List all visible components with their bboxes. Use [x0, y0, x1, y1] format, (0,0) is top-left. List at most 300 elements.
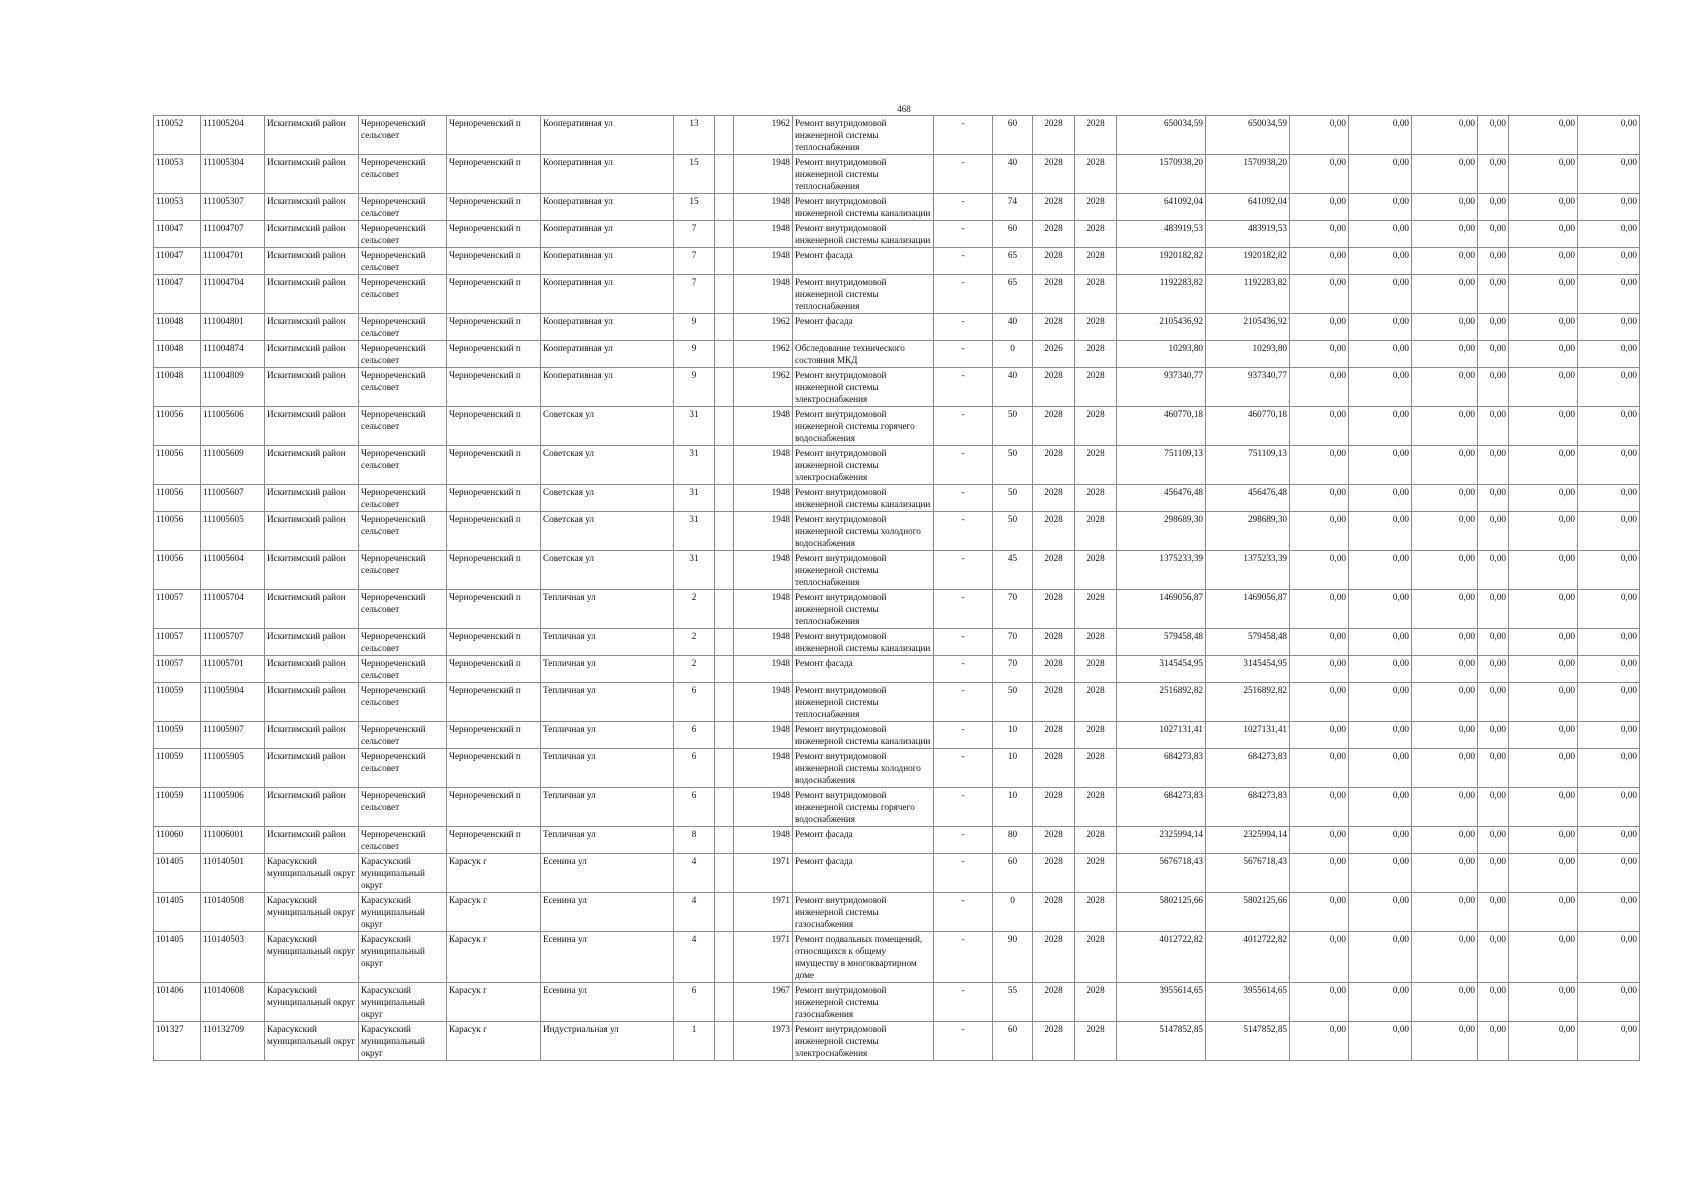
cell-total-cost: 4012722,82 [1117, 932, 1206, 983]
cell-wear-percent: 90 [993, 932, 1033, 983]
table-row [154, 275, 1640, 314]
cell-amount-3: 0,00 [1412, 512, 1478, 551]
cell-amount-6: 0,00 [1578, 155, 1640, 194]
cell-amount-4: 0,00 [1478, 983, 1509, 1022]
cell-amount-5: 0,00 [1509, 590, 1578, 629]
cell-amount-5: 0,00 [1509, 221, 1578, 248]
cell-house-number: 7 [674, 248, 715, 275]
cell-amount-1: 0,00 [1290, 590, 1349, 629]
cell-year-planned: 2028 [1033, 590, 1075, 629]
cell-amount-1: 0,00 [1290, 155, 1349, 194]
cell-street: Советская ул [541, 446, 674, 485]
cell-work-type: Ремонт внутридомовой инженерной системы горячего водоснабжения [793, 788, 934, 827]
cell-work-type: Ремонт внутридомовой инженерной системы канализации [793, 194, 934, 221]
cell-settlement: Чернореченский п [447, 368, 541, 407]
cell-amount-3: 0,00 [1412, 1022, 1478, 1061]
cell-amount-6: 0,00 [1578, 788, 1640, 827]
cell-amount-5: 0,00 [1509, 788, 1578, 827]
cell-district: Карасукский муниципальный округ [265, 932, 359, 983]
cell-year-built: 1971 [734, 893, 793, 932]
cell-total-cost: 456476,48 [1117, 485, 1206, 512]
table-row [154, 368, 1640, 407]
cell-work-id: 111005605 [201, 512, 265, 551]
cell-fund-cost: 2105436,92 [1206, 314, 1290, 341]
cell-amount-4: 0,00 [1478, 368, 1509, 407]
cell-amount-3: 0,00 [1412, 893, 1478, 932]
cell-house-id: 110052 [154, 116, 201, 155]
cell-work-type: Ремонт внутридомовой инженерной системы теплоснабжения [793, 683, 934, 722]
cell-settlement: Карасук г [447, 983, 541, 1022]
cell-amount-1: 0,00 [1290, 194, 1349, 221]
cell-house-id: 110048 [154, 341, 201, 368]
cell-district: Искитимский район [265, 446, 359, 485]
cell-dash: - [934, 275, 993, 314]
cell-work-type: Обследование технического состояния МКД [793, 341, 934, 368]
cell-house-number: 6 [674, 749, 715, 788]
cell-house-number: 6 [674, 983, 715, 1022]
cell-year-built: 1948 [734, 407, 793, 446]
cell-fund-cost: 5676718,43 [1206, 854, 1290, 893]
cell-amount-2: 0,00 [1349, 590, 1412, 629]
cell-dash: - [934, 827, 993, 854]
cell-wear-percent: 50 [993, 407, 1033, 446]
cell-work-type: Ремонт внутридомовой инженерной системы канализации [793, 221, 934, 248]
cell-house-id: 110060 [154, 827, 201, 854]
cell-year-built: 1962 [734, 341, 793, 368]
cell-amount-4: 0,00 [1478, 629, 1509, 656]
cell-amount-6: 0,00 [1578, 749, 1640, 788]
cell-amount-1: 0,00 [1290, 221, 1349, 248]
cell-amount-5: 0,00 [1509, 722, 1578, 749]
cell-amount-2: 0,00 [1349, 854, 1412, 893]
cell-wear-percent: 0 [993, 893, 1033, 932]
cell-district: Искитимский район [265, 656, 359, 683]
cell-year-planned: 2028 [1033, 368, 1075, 407]
cell-street: Тепличная ул [541, 590, 674, 629]
cell-year-planned: 2028 [1033, 827, 1075, 854]
cell-building [715, 551, 734, 590]
cell-amount-6: 0,00 [1578, 629, 1640, 656]
cell-settlement: Чернореченский п [447, 551, 541, 590]
cell-amount-3: 0,00 [1412, 485, 1478, 512]
cell-total-cost: 3145454,95 [1117, 656, 1206, 683]
cell-year-completed: 2028 [1075, 749, 1117, 788]
cell-amount-2: 0,00 [1349, 749, 1412, 788]
cell-year-planned: 2028 [1033, 656, 1075, 683]
cell-fund-cost: 10293,80 [1206, 341, 1290, 368]
cell-amount-1: 0,00 [1290, 827, 1349, 854]
table-row [154, 893, 1640, 932]
cell-year-built: 1948 [734, 275, 793, 314]
cell-street: Есенина ул [541, 893, 674, 932]
table-row [154, 248, 1640, 275]
cell-work-type: Ремонт внутридомовой инженерной системы теплоснабжения [793, 551, 934, 590]
cell-amount-2: 0,00 [1349, 248, 1412, 275]
table-row [154, 749, 1640, 788]
cell-amount-4: 0,00 [1478, 407, 1509, 446]
cell-municipality: Чернореченский сельсовет [359, 368, 447, 407]
cell-total-cost: 937340,77 [1117, 368, 1206, 407]
cell-amount-5: 0,00 [1509, 407, 1578, 446]
cell-municipality: Чернореченский сельсовет [359, 656, 447, 683]
cell-wear-percent: 70 [993, 590, 1033, 629]
cell-settlement: Чернореченский п [447, 485, 541, 512]
cell-year-built: 1948 [734, 155, 793, 194]
cell-year-planned: 2028 [1033, 446, 1075, 485]
cell-year-built: 1948 [734, 788, 793, 827]
cell-year-built: 1948 [734, 551, 793, 590]
cell-house-number: 9 [674, 368, 715, 407]
cell-total-cost: 650034,59 [1117, 116, 1206, 155]
cell-district: Искитимский район [265, 341, 359, 368]
cell-wear-percent: 80 [993, 827, 1033, 854]
cell-amount-6: 0,00 [1578, 368, 1640, 407]
cell-street: Кооперативная ул [541, 368, 674, 407]
cell-year-built: 1948 [734, 248, 793, 275]
cell-amount-5: 0,00 [1509, 155, 1578, 194]
cell-year-built: 1948 [734, 221, 793, 248]
table-row [154, 827, 1640, 854]
cell-municipality: Чернореченский сельсовет [359, 827, 447, 854]
cell-amount-5: 0,00 [1509, 485, 1578, 512]
table-row [154, 656, 1640, 683]
cell-amount-1: 0,00 [1290, 485, 1349, 512]
cell-fund-cost: 5147852,85 [1206, 1022, 1290, 1061]
cell-amount-1: 0,00 [1290, 656, 1349, 683]
cell-year-built: 1948 [734, 629, 793, 656]
cell-amount-1: 0,00 [1290, 749, 1349, 788]
cell-house-id: 110047 [154, 221, 201, 248]
cell-work-id: 111006001 [201, 827, 265, 854]
cell-year-planned: 2028 [1033, 629, 1075, 656]
cell-amount-5: 0,00 [1509, 683, 1578, 722]
cell-street: Кооперативная ул [541, 116, 674, 155]
cell-year-planned: 2028 [1033, 722, 1075, 749]
cell-wear-percent: 74 [993, 194, 1033, 221]
cell-settlement: Карасук г [447, 1022, 541, 1061]
cell-house-id: 110053 [154, 155, 201, 194]
cell-fund-cost: 2325994,14 [1206, 827, 1290, 854]
cell-fund-cost: 751109,13 [1206, 446, 1290, 485]
cell-work-id: 111004704 [201, 275, 265, 314]
cell-dash: - [934, 446, 993, 485]
cell-year-planned: 2028 [1033, 194, 1075, 221]
cell-work-type: Ремонт внутридомовой инженерной системы холодного водоснабжения [793, 749, 934, 788]
cell-house-number: 2 [674, 656, 715, 683]
cell-amount-3: 0,00 [1412, 221, 1478, 248]
cell-house-number: 9 [674, 314, 715, 341]
cell-total-cost: 298689,30 [1117, 512, 1206, 551]
cell-amount-6: 0,00 [1578, 683, 1640, 722]
cell-work-type: Ремонт внутридомовой инженерной системы электроснабжения [793, 446, 934, 485]
cell-amount-2: 0,00 [1349, 194, 1412, 221]
cell-settlement: Чернореченский п [447, 116, 541, 155]
cell-amount-4: 0,00 [1478, 446, 1509, 485]
table-row [154, 116, 1640, 155]
cell-amount-4: 0,00 [1478, 683, 1509, 722]
table-row [154, 155, 1640, 194]
cell-amount-1: 0,00 [1290, 551, 1349, 590]
capital-repair-table [153, 115, 1640, 1061]
cell-year-planned: 2028 [1033, 749, 1075, 788]
cell-amount-6: 0,00 [1578, 827, 1640, 854]
cell-year-built: 1962 [734, 116, 793, 155]
cell-building [715, 485, 734, 512]
cell-settlement: Чернореченский п [447, 512, 541, 551]
cell-amount-2: 0,00 [1349, 722, 1412, 749]
cell-work-id: 111004874 [201, 341, 265, 368]
cell-work-id: 111004701 [201, 248, 265, 275]
cell-work-type: Ремонт внутридомовой инженерной системы теплоснабжения [793, 155, 934, 194]
cell-amount-3: 0,00 [1412, 656, 1478, 683]
cell-amount-3: 0,00 [1412, 446, 1478, 485]
cell-wear-percent: 10 [993, 788, 1033, 827]
cell-total-cost: 2516892,82 [1117, 683, 1206, 722]
cell-amount-3: 0,00 [1412, 722, 1478, 749]
cell-street: Есенина ул [541, 983, 674, 1022]
cell-dash: - [934, 194, 993, 221]
cell-building [715, 194, 734, 221]
cell-amount-4: 0,00 [1478, 512, 1509, 551]
cell-amount-1: 0,00 [1290, 932, 1349, 983]
cell-fund-cost: 460770,18 [1206, 407, 1290, 446]
cell-dash: - [934, 368, 993, 407]
cell-building [715, 629, 734, 656]
cell-amount-3: 0,00 [1412, 983, 1478, 1022]
cell-amount-4: 0,00 [1478, 551, 1509, 590]
cell-amount-2: 0,00 [1349, 341, 1412, 368]
cell-wear-percent: 50 [993, 683, 1033, 722]
cell-district: Искитимский район [265, 221, 359, 248]
cell-municipality: Чернореченский сельсовет [359, 683, 447, 722]
cell-year-planned: 2028 [1033, 683, 1075, 722]
cell-total-cost: 5802125,66 [1117, 893, 1206, 932]
cell-municipality: Карасукский муниципальный округ [359, 893, 447, 932]
cell-street: Кооперативная ул [541, 155, 674, 194]
cell-wear-percent: 50 [993, 512, 1033, 551]
cell-street: Кооперативная ул [541, 221, 674, 248]
cell-building [715, 983, 734, 1022]
cell-fund-cost: 1027131,41 [1206, 722, 1290, 749]
cell-street: Тепличная ул [541, 827, 674, 854]
cell-house-number: 4 [674, 854, 715, 893]
cell-building [715, 932, 734, 983]
cell-amount-1: 0,00 [1290, 629, 1349, 656]
cell-street: Советская ул [541, 485, 674, 512]
cell-work-type: Ремонт внутридомовой инженерной системы теплоснабжения [793, 116, 934, 155]
cell-amount-5: 0,00 [1509, 341, 1578, 368]
cell-total-cost: 1920182,82 [1117, 248, 1206, 275]
cell-amount-1: 0,00 [1290, 683, 1349, 722]
cell-amount-4: 0,00 [1478, 788, 1509, 827]
cell-amount-3: 0,00 [1412, 629, 1478, 656]
cell-amount-5: 0,00 [1509, 983, 1578, 1022]
table-body [154, 116, 1640, 1061]
cell-house-number: 7 [674, 275, 715, 314]
cell-amount-1: 0,00 [1290, 893, 1349, 932]
cell-amount-6: 0,00 [1578, 512, 1640, 551]
cell-fund-cost: 1375233,39 [1206, 551, 1290, 590]
cell-amount-6: 0,00 [1578, 116, 1640, 155]
cell-work-type: Ремонт подвальных помещений, относящихся к общему имуществу в многоквартирном доме [793, 932, 934, 983]
cell-work-id: 111005905 [201, 749, 265, 788]
cell-building [715, 512, 734, 551]
cell-work-type: Ремонт внутридомовой инженерной системы холодного водоснабжения [793, 512, 934, 551]
cell-municipality: Чернореченский сельсовет [359, 722, 447, 749]
cell-wear-percent: 0 [993, 341, 1033, 368]
cell-district: Карасукский муниципальный округ [265, 983, 359, 1022]
cell-amount-6: 0,00 [1578, 893, 1640, 932]
cell-district: Искитимский район [265, 722, 359, 749]
cell-total-cost: 2105436,92 [1117, 314, 1206, 341]
cell-amount-4: 0,00 [1478, 854, 1509, 893]
table-row [154, 194, 1640, 221]
cell-house-number: 15 [674, 194, 715, 221]
cell-municipality: Чернореченский сельсовет [359, 221, 447, 248]
cell-dash: - [934, 551, 993, 590]
cell-year-built: 1948 [734, 722, 793, 749]
cell-work-type: Ремонт внутридомовой инженерной системы газоснабжения [793, 983, 934, 1022]
cell-street: Кооперативная ул [541, 275, 674, 314]
cell-work-type: Ремонт внутридомовой инженерной системы газоснабжения [793, 893, 934, 932]
cell-year-completed: 2028 [1075, 656, 1117, 683]
cell-amount-4: 0,00 [1478, 341, 1509, 368]
cell-amount-5: 0,00 [1509, 629, 1578, 656]
cell-building [715, 854, 734, 893]
cell-amount-2: 0,00 [1349, 1022, 1412, 1061]
cell-work-type: Ремонт внутридомовой инженерной системы канализации [793, 629, 934, 656]
cell-amount-5: 0,00 [1509, 314, 1578, 341]
cell-work-id: 111005609 [201, 446, 265, 485]
cell-work-type: Ремонт фасада [793, 656, 934, 683]
cell-work-id: 111004801 [201, 314, 265, 341]
cell-amount-5: 0,00 [1509, 827, 1578, 854]
cell-amount-2: 0,00 [1349, 932, 1412, 983]
cell-settlement: Чернореченский п [447, 314, 541, 341]
cell-house-number: 31 [674, 512, 715, 551]
cell-work-id: 111005704 [201, 590, 265, 629]
cell-dash: - [934, 116, 993, 155]
cell-dash: - [934, 749, 993, 788]
cell-amount-5: 0,00 [1509, 749, 1578, 788]
cell-amount-5: 0,00 [1509, 551, 1578, 590]
cell-year-planned: 2028 [1033, 893, 1075, 932]
cell-amount-3: 0,00 [1412, 854, 1478, 893]
cell-house-id: 101406 [154, 983, 201, 1022]
cell-year-completed: 2028 [1075, 221, 1117, 248]
cell-house-number: 31 [674, 407, 715, 446]
cell-dash: - [934, 722, 993, 749]
cell-amount-1: 0,00 [1290, 116, 1349, 155]
cell-year-built: 1973 [734, 1022, 793, 1061]
cell-fund-cost: 4012722,82 [1206, 932, 1290, 983]
cell-municipality: Чернореченский сельсовет [359, 788, 447, 827]
cell-settlement: Чернореченский п [447, 446, 541, 485]
table-row [154, 1022, 1640, 1061]
cell-district: Искитимский район [265, 749, 359, 788]
cell-house-number: 6 [674, 683, 715, 722]
cell-house-number: 31 [674, 551, 715, 590]
table-row [154, 446, 1640, 485]
cell-amount-1: 0,00 [1290, 368, 1349, 407]
cell-settlement: Чернореченский п [447, 221, 541, 248]
cell-fund-cost: 298689,30 [1206, 512, 1290, 551]
cell-amount-2: 0,00 [1349, 314, 1412, 341]
cell-dash: - [934, 854, 993, 893]
cell-building [715, 893, 734, 932]
cell-amount-2: 0,00 [1349, 485, 1412, 512]
cell-settlement: Чернореченский п [447, 248, 541, 275]
cell-building [715, 827, 734, 854]
cell-house-id: 110047 [154, 248, 201, 275]
cell-fund-cost: 641092,04 [1206, 194, 1290, 221]
cell-year-built: 1948 [734, 827, 793, 854]
cell-year-built: 1962 [734, 314, 793, 341]
cell-district: Искитимский район [265, 248, 359, 275]
cell-amount-5: 0,00 [1509, 368, 1578, 407]
cell-fund-cost: 1192283,82 [1206, 275, 1290, 314]
cell-amount-5: 0,00 [1509, 932, 1578, 983]
cell-house-id: 110056 [154, 551, 201, 590]
cell-year-planned: 2028 [1033, 551, 1075, 590]
cell-house-id: 110057 [154, 629, 201, 656]
cell-year-built: 1948 [734, 656, 793, 683]
cell-wear-percent: 60 [993, 221, 1033, 248]
cell-amount-2: 0,00 [1349, 827, 1412, 854]
cell-house-number: 6 [674, 722, 715, 749]
cell-amount-1: 0,00 [1290, 341, 1349, 368]
cell-house-id: 110056 [154, 446, 201, 485]
cell-work-id: 111005904 [201, 683, 265, 722]
cell-amount-6: 0,00 [1578, 248, 1640, 275]
cell-amount-4: 0,00 [1478, 194, 1509, 221]
cell-settlement: Чернореченский п [447, 722, 541, 749]
cell-amount-5: 0,00 [1509, 893, 1578, 932]
cell-municipality: Чернореченский сельсовет [359, 629, 447, 656]
cell-municipality: Чернореченский сельсовет [359, 485, 447, 512]
cell-wear-percent: 45 [993, 551, 1033, 590]
cell-year-completed: 2028 [1075, 248, 1117, 275]
cell-amount-6: 0,00 [1578, 1022, 1640, 1061]
cell-total-cost: 460770,18 [1117, 407, 1206, 446]
cell-house-number: 9 [674, 341, 715, 368]
cell-year-planned: 2028 [1033, 275, 1075, 314]
cell-amount-5: 0,00 [1509, 116, 1578, 155]
cell-building [715, 446, 734, 485]
cell-amount-1: 0,00 [1290, 446, 1349, 485]
cell-year-built: 1948 [734, 485, 793, 512]
cell-amount-4: 0,00 [1478, 248, 1509, 275]
cell-district: Карасукский муниципальный округ [265, 854, 359, 893]
cell-street: Советская ул [541, 512, 674, 551]
cell-work-type: Ремонт фасада [793, 314, 934, 341]
cell-amount-2: 0,00 [1349, 512, 1412, 551]
cell-house-number: 6 [674, 788, 715, 827]
cell-settlement: Чернореченский п [447, 407, 541, 446]
cell-year-completed: 2028 [1075, 116, 1117, 155]
cell-amount-3: 0,00 [1412, 827, 1478, 854]
cell-work-id: 110140608 [201, 983, 265, 1022]
cell-municipality: Карасукский муниципальный округ [359, 854, 447, 893]
cell-wear-percent: 65 [993, 275, 1033, 314]
cell-wear-percent: 40 [993, 368, 1033, 407]
cell-amount-5: 0,00 [1509, 1022, 1578, 1061]
cell-fund-cost: 579458,48 [1206, 629, 1290, 656]
cell-wear-percent: 40 [993, 155, 1033, 194]
cell-work-type: Ремонт внутридомовой инженерной системы теплоснабжения [793, 590, 934, 629]
cell-dash: - [934, 1022, 993, 1061]
cell-street: Кооперативная ул [541, 314, 674, 341]
